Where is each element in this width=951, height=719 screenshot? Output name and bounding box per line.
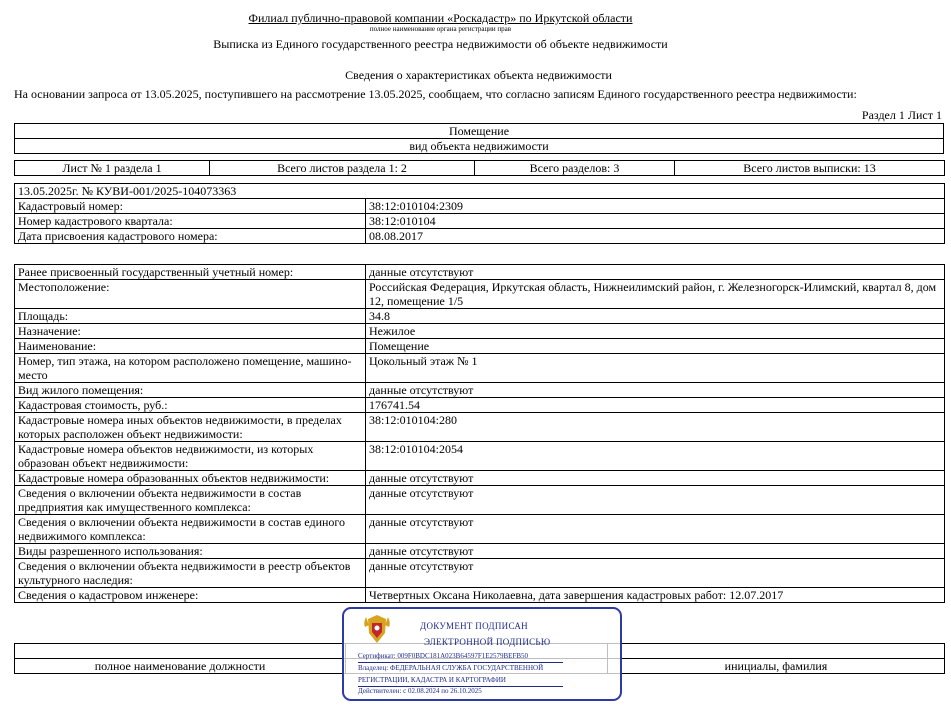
table-row	[15, 471, 945, 486]
row-label: Дата присвоения кадастрового номера:	[15, 229, 366, 244]
row-label: Сведения о включении объекта недвижимости в состав предприятия как имущественного комплекса:	[15, 486, 366, 515]
electronic-signature-stamp	[342, 607, 622, 701]
section-sheet: Раздел 1 Лист 1	[861, 108, 942, 122]
table-row	[15, 324, 945, 339]
details-table	[14, 264, 945, 603]
row-label: Кадастровая стоимость, руб.:	[15, 398, 366, 413]
row-label: Кадастровые номера иных объектов недвижимости, в пределах которых расположен объект недвижимости:	[15, 413, 366, 442]
object-type: Помещение	[15, 124, 944, 139]
table-row	[15, 559, 945, 588]
row-label: Вид жилого помещения:	[15, 383, 366, 398]
name-cell	[608, 644, 945, 659]
table-row	[15, 413, 945, 442]
sheets-table	[14, 160, 945, 176]
org-name: Филиал публично-правовой компании «Роскадастр» по Иркутской области	[248, 11, 633, 25]
table-row	[15, 214, 945, 229]
table-row	[15, 398, 945, 413]
row-label: Сведения о включении объекта недвижимости в состав единого недвижимого комплекса:	[15, 515, 366, 544]
row-value: 176741.54	[366, 398, 945, 413]
table-row	[15, 515, 945, 544]
doc-number: 13.05.2025г. № КУВИ-001/2025-104073363	[15, 184, 945, 199]
object-type-table	[14, 123, 944, 154]
signature-subtitle: ЭЛЕКТРОННОЙ ПОДПИСЬЮ	[424, 637, 551, 647]
row-value: 38:12:010104:2309	[366, 199, 945, 214]
total-sheets: Всего листов выписки: 13	[675, 161, 945, 176]
row-value: 38:12:010104	[366, 214, 945, 229]
object-type-caption: вид объекта недвижимости	[15, 139, 944, 154]
row-value: данные отсутствуют	[366, 544, 945, 559]
request-basis: На основании запроса от 13.05.2025, поступившего на рассмотрение 13.05.2025, сообщаем, что согласно записям Единого государственного реестра недвижимости:	[14, 87, 857, 101]
total-sections: Всего разделов: 3	[475, 161, 675, 176]
row-value: данные отсутствуют	[366, 515, 945, 544]
row-label: Кадастровые номера образованных объектов недвижимости:	[15, 471, 366, 486]
position-cell	[15, 644, 346, 659]
row-value: данные отсутствуют	[366, 265, 945, 280]
table-row	[15, 280, 945, 309]
row-value: данные отсутствуют	[366, 559, 945, 588]
row-value: 38:12:010104:280	[366, 413, 945, 442]
row-label: Виды разрешенного использования:	[15, 544, 366, 559]
total-sheets-section: Всего листов раздела 1: 2	[210, 161, 475, 176]
row-label: Кадастровые номера объектов недвижимости, из которых образован объект недвижимости:	[15, 442, 366, 471]
row-label: Ранее присвоенный государственный учетный номер:	[15, 265, 366, 280]
row-label: Сведения о включении объекта недвижимости в реестр объектов культурного наследия:	[15, 559, 366, 588]
name-caption: инициалы, фамилия	[608, 659, 945, 674]
row-value: Помещение	[366, 339, 945, 354]
row-label: Кадастровый номер:	[15, 199, 366, 214]
row-value: 08.08.2017	[366, 229, 945, 244]
row-label: Площадь:	[15, 309, 366, 324]
table-row	[15, 354, 945, 383]
row-label: Номер кадастрового квартала:	[15, 214, 366, 229]
divider	[358, 662, 563, 663]
table-row	[15, 383, 945, 398]
row-value: данные отсутствуют	[366, 486, 945, 515]
table-row	[15, 265, 945, 280]
table-row	[15, 544, 945, 559]
table-row	[15, 229, 945, 244]
sheet-number: Лист № 1 раздела 1	[15, 161, 210, 176]
row-value: Российская Федерация, Иркутская область, Нижнеилимский район, г. Железногорск-Илимский, квартал 8, дом 12, помещение 1/5	[366, 280, 945, 309]
table-row	[15, 486, 945, 515]
org-caption: полное наименование органа регистрации прав	[369, 25, 512, 33]
coat-of-arms-icon	[360, 613, 394, 647]
signature-owner-line1: Владелец: ФЕДЕРАЛЬНАЯ СЛУЖБА ГОСУДАРСТВЕННОЙ	[358, 664, 544, 672]
row-label: Назначение:	[15, 324, 366, 339]
position-caption: полное наименование должности	[15, 659, 346, 674]
table-row	[15, 199, 945, 214]
row-label: Номер, тип этажа, на котором расположено помещение, машино-место	[15, 354, 366, 383]
row-value: данные отсутствуют	[366, 383, 945, 398]
table-row	[15, 588, 945, 603]
row-label: Местоположение:	[15, 280, 366, 309]
table-row	[15, 309, 945, 324]
document-subtitle: Сведения о характеристиках объекта недвижимости	[345, 68, 612, 82]
main-info-table	[14, 183, 945, 244]
row-value: Нежилое	[366, 324, 945, 339]
row-value: 38:12:010104:2054	[366, 442, 945, 471]
row-label: Сведения о кадастровом инженере:	[15, 588, 366, 603]
table-row	[15, 339, 945, 354]
row-value: Цокольный этаж № 1	[366, 354, 945, 383]
signature-title: ДОКУМЕНТ ПОДПИСАН	[420, 621, 528, 631]
row-value: Четвертных Оксана Николаевна, дата завершения кадастровых работ: 12.07.2017	[366, 588, 945, 603]
signature-validity: Действителен: с 02.08.2024 по 26.10.2025	[358, 687, 482, 695]
row-label: Наименование:	[15, 339, 366, 354]
signature-certificate: Сертификат: 009F0BDC181A023B64597F1E2579BEFB50	[358, 652, 529, 660]
table-row	[15, 442, 945, 471]
document-title: Выписка из Единого государственного реестра недвижимости об объекте недвижимости	[213, 37, 668, 51]
signature-owner-line2: РЕГИСТРАЦИИ, КАДАСТРА И КАРТОГРАФИИ	[358, 676, 506, 684]
row-value: данные отсутствуют	[366, 471, 945, 486]
row-value: 34.8	[366, 309, 945, 324]
